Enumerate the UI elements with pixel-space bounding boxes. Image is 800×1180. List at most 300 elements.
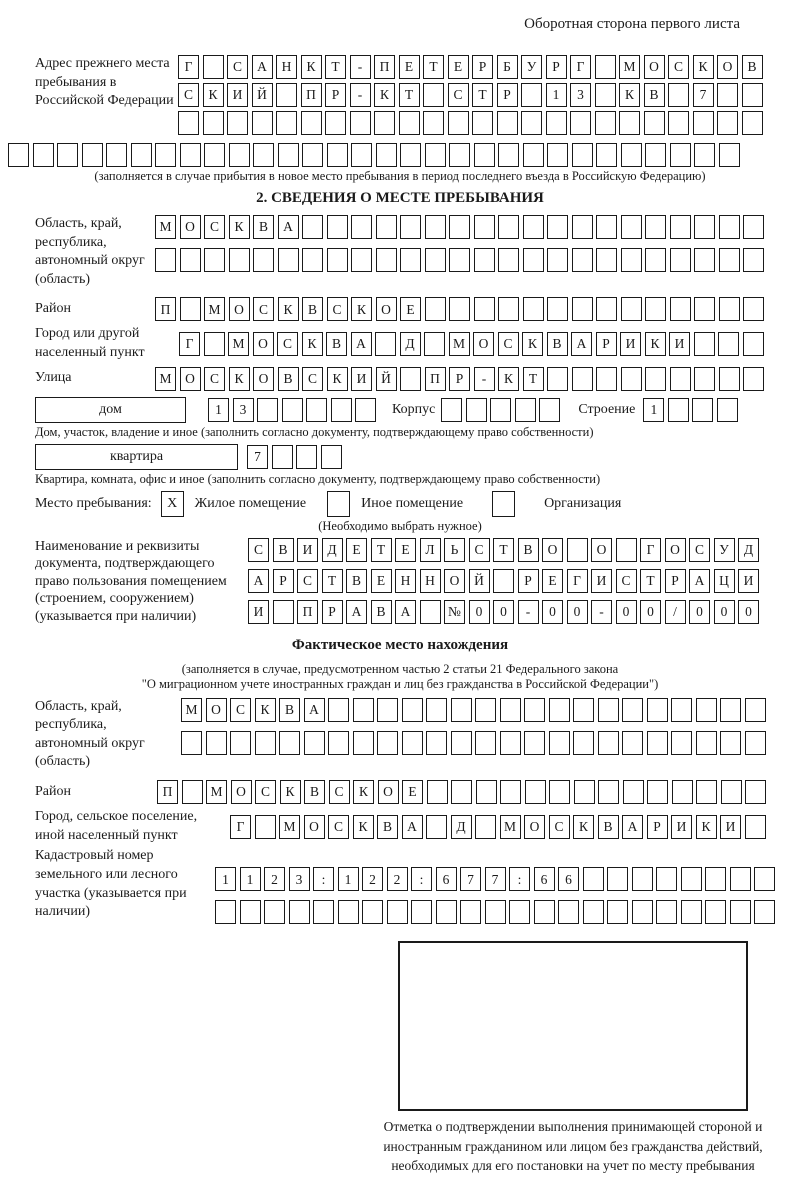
char-box[interactable] bbox=[301, 111, 322, 135]
char-box[interactable] bbox=[607, 900, 628, 924]
char-box[interactable] bbox=[420, 600, 441, 624]
char-box[interactable]: О bbox=[644, 55, 665, 79]
char-box[interactable] bbox=[423, 111, 444, 135]
char-box[interactable] bbox=[289, 900, 310, 924]
char-box[interactable] bbox=[423, 83, 444, 107]
char-box[interactable] bbox=[474, 248, 495, 272]
char-box[interactable] bbox=[474, 143, 495, 167]
char-box[interactable] bbox=[621, 248, 642, 272]
char-box[interactable]: : bbox=[313, 867, 334, 891]
char-box[interactable] bbox=[719, 297, 740, 321]
char-box[interactable]: О bbox=[180, 215, 201, 239]
char-box[interactable] bbox=[546, 111, 567, 135]
char-box[interactable] bbox=[155, 143, 176, 167]
char-box[interactable] bbox=[476, 780, 497, 804]
char-box[interactable] bbox=[328, 698, 349, 722]
char-box[interactable] bbox=[720, 731, 741, 755]
char-box[interactable] bbox=[645, 143, 666, 167]
char-box[interactable] bbox=[547, 297, 568, 321]
char-box[interactable] bbox=[622, 731, 643, 755]
char-box[interactable]: 0 bbox=[640, 600, 661, 624]
char-box[interactable]: И bbox=[720, 815, 741, 839]
char-box[interactable]: С bbox=[277, 332, 298, 356]
char-box[interactable] bbox=[500, 780, 521, 804]
char-box[interactable]: : bbox=[411, 867, 432, 891]
char-box[interactable] bbox=[509, 900, 530, 924]
char-box[interactable] bbox=[426, 731, 447, 755]
char-box[interactable]: Р bbox=[546, 55, 567, 79]
char-box[interactable] bbox=[350, 111, 371, 135]
char-box[interactable]: 1 bbox=[338, 867, 359, 891]
char-box[interactable]: К bbox=[498, 367, 519, 391]
char-box[interactable] bbox=[204, 143, 225, 167]
char-box[interactable] bbox=[351, 143, 372, 167]
char-box[interactable] bbox=[570, 111, 591, 135]
char-box[interactable]: 1 bbox=[240, 867, 261, 891]
char-box[interactable]: В bbox=[742, 55, 763, 79]
char-box[interactable] bbox=[229, 248, 250, 272]
char-box[interactable]: И bbox=[671, 815, 692, 839]
char-box[interactable]: Г bbox=[230, 815, 251, 839]
char-box[interactable]: Т bbox=[423, 55, 444, 79]
char-box[interactable]: П bbox=[425, 367, 446, 391]
char-box[interactable] bbox=[549, 780, 570, 804]
char-box[interactable] bbox=[583, 867, 604, 891]
char-box[interactable] bbox=[466, 398, 487, 422]
char-box[interactable]: В bbox=[644, 83, 665, 107]
char-box[interactable] bbox=[596, 297, 617, 321]
char-box[interactable] bbox=[400, 248, 421, 272]
char-box[interactable] bbox=[155, 248, 176, 272]
char-box[interactable]: К bbox=[302, 332, 323, 356]
char-box[interactable]: В bbox=[326, 332, 347, 356]
char-box[interactable]: 1 bbox=[546, 83, 567, 107]
char-box[interactable]: Р bbox=[322, 600, 343, 624]
char-box[interactable]: К bbox=[619, 83, 640, 107]
char-box[interactable]: И bbox=[227, 83, 248, 107]
char-box[interactable] bbox=[302, 248, 323, 272]
char-box[interactable] bbox=[227, 111, 248, 135]
char-box[interactable] bbox=[400, 143, 421, 167]
char-box[interactable]: В bbox=[377, 815, 398, 839]
char-box[interactable]: О bbox=[180, 367, 201, 391]
char-box[interactable] bbox=[327, 143, 348, 167]
char-box[interactable]: Й bbox=[376, 367, 397, 391]
char-box[interactable]: Л bbox=[420, 538, 441, 562]
char-box[interactable] bbox=[400, 367, 421, 391]
char-box[interactable]: А bbox=[395, 600, 416, 624]
char-box[interactable] bbox=[644, 111, 665, 135]
checkbox-other-premises[interactable] bbox=[327, 491, 350, 517]
char-box[interactable] bbox=[670, 248, 691, 272]
char-box[interactable]: М bbox=[619, 55, 640, 79]
char-box[interactable] bbox=[521, 83, 542, 107]
char-box[interactable] bbox=[645, 367, 666, 391]
char-box[interactable] bbox=[596, 367, 617, 391]
char-box[interactable]: К bbox=[278, 297, 299, 321]
char-box[interactable] bbox=[425, 248, 446, 272]
char-box[interactable] bbox=[485, 900, 506, 924]
char-box[interactable]: 7 bbox=[460, 867, 481, 891]
char-box[interactable] bbox=[180, 297, 201, 321]
char-box[interactable] bbox=[745, 731, 766, 755]
char-box[interactable] bbox=[694, 248, 715, 272]
char-box[interactable] bbox=[178, 111, 199, 135]
char-box[interactable]: / bbox=[665, 600, 686, 624]
char-box[interactable]: Ц bbox=[714, 569, 735, 593]
char-box[interactable] bbox=[240, 900, 261, 924]
char-box[interactable] bbox=[296, 445, 317, 469]
char-box[interactable] bbox=[524, 698, 545, 722]
char-box[interactable] bbox=[730, 900, 751, 924]
char-box[interactable] bbox=[742, 83, 763, 107]
char-box[interactable] bbox=[472, 111, 493, 135]
char-box[interactable]: И bbox=[248, 600, 269, 624]
char-box[interactable] bbox=[279, 731, 300, 755]
char-box[interactable] bbox=[719, 143, 740, 167]
char-box[interactable] bbox=[475, 815, 496, 839]
char-box[interactable] bbox=[302, 143, 323, 167]
char-box[interactable]: - bbox=[350, 55, 371, 79]
char-box[interactable] bbox=[230, 731, 251, 755]
char-box[interactable] bbox=[474, 297, 495, 321]
char-box[interactable] bbox=[745, 815, 766, 839]
char-box[interactable]: Н bbox=[276, 55, 297, 79]
char-box[interactable] bbox=[558, 900, 579, 924]
char-box[interactable] bbox=[523, 143, 544, 167]
char-box[interactable]: К bbox=[374, 83, 395, 107]
char-box[interactable] bbox=[278, 143, 299, 167]
char-box[interactable] bbox=[524, 731, 545, 755]
char-box[interactable] bbox=[257, 398, 278, 422]
char-box[interactable] bbox=[328, 731, 349, 755]
char-box[interactable] bbox=[693, 111, 714, 135]
char-box[interactable]: С bbox=[253, 297, 274, 321]
char-box[interactable] bbox=[595, 111, 616, 135]
char-box[interactable]: Т bbox=[640, 569, 661, 593]
char-box[interactable] bbox=[353, 731, 374, 755]
char-box[interactable] bbox=[623, 780, 644, 804]
char-box[interactable] bbox=[500, 698, 521, 722]
char-box[interactable] bbox=[705, 867, 726, 891]
char-box[interactable] bbox=[671, 731, 692, 755]
char-box[interactable]: 7 bbox=[693, 83, 714, 107]
char-box[interactable] bbox=[720, 698, 741, 722]
char-box[interactable] bbox=[425, 143, 446, 167]
char-box[interactable] bbox=[325, 111, 346, 135]
char-box[interactable] bbox=[253, 248, 274, 272]
char-box[interactable]: П bbox=[297, 600, 318, 624]
char-box[interactable]: 6 bbox=[558, 867, 579, 891]
char-box[interactable] bbox=[672, 780, 693, 804]
char-box[interactable]: Е bbox=[399, 55, 420, 79]
char-box[interactable]: В bbox=[273, 538, 294, 562]
char-box[interactable] bbox=[276, 83, 297, 107]
char-box[interactable] bbox=[539, 398, 560, 422]
char-box[interactable] bbox=[131, 143, 152, 167]
char-box[interactable] bbox=[705, 900, 726, 924]
char-box[interactable]: Т bbox=[472, 83, 493, 107]
char-box[interactable]: О bbox=[542, 538, 563, 562]
char-box[interactable]: Б bbox=[497, 55, 518, 79]
char-box[interactable]: С bbox=[329, 780, 350, 804]
char-box[interactable]: А bbox=[351, 332, 372, 356]
char-box[interactable]: К bbox=[229, 215, 250, 239]
char-box[interactable]: М bbox=[181, 698, 202, 722]
char-box[interactable] bbox=[719, 215, 740, 239]
char-box[interactable]: М bbox=[500, 815, 521, 839]
char-box[interactable] bbox=[743, 367, 764, 391]
char-box[interactable] bbox=[180, 143, 201, 167]
char-box[interactable] bbox=[621, 143, 642, 167]
char-box[interactable] bbox=[621, 367, 642, 391]
char-box[interactable]: 2 bbox=[264, 867, 285, 891]
char-box[interactable]: О bbox=[473, 332, 494, 356]
char-box[interactable] bbox=[449, 215, 470, 239]
char-box[interactable]: И bbox=[297, 538, 318, 562]
char-box[interactable]: И bbox=[738, 569, 759, 593]
char-box[interactable] bbox=[694, 215, 715, 239]
char-box[interactable] bbox=[497, 111, 518, 135]
char-box[interactable] bbox=[694, 367, 715, 391]
char-box[interactable] bbox=[204, 248, 225, 272]
char-box[interactable]: 2 bbox=[362, 867, 383, 891]
char-box[interactable] bbox=[632, 867, 653, 891]
char-box[interactable] bbox=[253, 143, 274, 167]
char-box[interactable] bbox=[424, 332, 445, 356]
char-box[interactable]: А bbox=[248, 569, 269, 593]
char-box[interactable]: К bbox=[353, 780, 374, 804]
char-box[interactable]: К bbox=[280, 780, 301, 804]
char-box[interactable]: 0 bbox=[738, 600, 759, 624]
char-box[interactable] bbox=[694, 332, 715, 356]
char-box[interactable] bbox=[451, 698, 472, 722]
char-box[interactable] bbox=[355, 398, 376, 422]
char-box[interactable]: К bbox=[351, 297, 372, 321]
char-box[interactable] bbox=[572, 367, 593, 391]
char-box[interactable]: О bbox=[206, 698, 227, 722]
char-box[interactable]: В bbox=[518, 538, 539, 562]
char-box[interactable] bbox=[331, 398, 352, 422]
char-box[interactable] bbox=[82, 143, 103, 167]
char-box[interactable]: 0 bbox=[567, 600, 588, 624]
char-box[interactable]: Д bbox=[451, 815, 472, 839]
char-box[interactable] bbox=[523, 248, 544, 272]
char-box[interactable] bbox=[515, 398, 536, 422]
char-box[interactable] bbox=[460, 900, 481, 924]
char-box[interactable] bbox=[8, 143, 29, 167]
char-box[interactable]: С bbox=[178, 83, 199, 107]
char-box[interactable]: К bbox=[696, 815, 717, 839]
char-box[interactable]: С bbox=[498, 332, 519, 356]
char-box[interactable]: О bbox=[524, 815, 545, 839]
char-box[interactable] bbox=[498, 143, 519, 167]
char-box[interactable] bbox=[282, 398, 303, 422]
char-box[interactable] bbox=[742, 111, 763, 135]
char-box[interactable] bbox=[180, 248, 201, 272]
char-box[interactable]: И bbox=[591, 569, 612, 593]
char-box[interactable]: Д bbox=[400, 332, 421, 356]
char-box[interactable]: О bbox=[444, 569, 465, 593]
char-box[interactable]: А bbox=[571, 332, 592, 356]
char-box[interactable]: 0 bbox=[689, 600, 710, 624]
char-box[interactable] bbox=[215, 900, 236, 924]
char-box[interactable]: В bbox=[302, 297, 323, 321]
char-box[interactable]: - bbox=[474, 367, 495, 391]
char-box[interactable]: С bbox=[255, 780, 276, 804]
char-box[interactable] bbox=[425, 215, 446, 239]
char-box[interactable]: К bbox=[645, 332, 666, 356]
char-box[interactable] bbox=[353, 698, 374, 722]
char-box[interactable]: Г bbox=[570, 55, 591, 79]
char-box[interactable] bbox=[106, 143, 127, 167]
char-box[interactable]: М bbox=[206, 780, 227, 804]
char-box[interactable]: Ь bbox=[444, 538, 465, 562]
char-box[interactable]: С bbox=[230, 698, 251, 722]
char-box[interactable] bbox=[255, 815, 276, 839]
char-box[interactable]: 6 bbox=[534, 867, 555, 891]
char-box[interactable] bbox=[377, 731, 398, 755]
char-box[interactable]: Р bbox=[497, 83, 518, 107]
char-box[interactable] bbox=[717, 83, 738, 107]
char-box[interactable] bbox=[436, 900, 457, 924]
char-box[interactable] bbox=[387, 900, 408, 924]
char-box[interactable]: Е bbox=[448, 55, 469, 79]
char-box[interactable] bbox=[490, 398, 511, 422]
char-box[interactable]: Е bbox=[371, 569, 392, 593]
char-box[interactable] bbox=[498, 215, 519, 239]
char-box[interactable] bbox=[304, 731, 325, 755]
house-fieldbox[interactable]: дом bbox=[35, 397, 186, 423]
char-box[interactable]: Р bbox=[596, 332, 617, 356]
char-box[interactable]: О bbox=[378, 780, 399, 804]
char-box[interactable]: 0 bbox=[542, 600, 563, 624]
char-box[interactable] bbox=[327, 248, 348, 272]
char-box[interactable]: С bbox=[204, 215, 225, 239]
char-box[interactable] bbox=[730, 867, 751, 891]
char-box[interactable]: Т bbox=[493, 538, 514, 562]
char-box[interactable]: С bbox=[302, 367, 323, 391]
char-box[interactable] bbox=[203, 55, 224, 79]
char-box[interactable]: А bbox=[252, 55, 273, 79]
char-box[interactable]: С bbox=[227, 55, 248, 79]
char-box[interactable]: К bbox=[203, 83, 224, 107]
char-box[interactable] bbox=[376, 248, 397, 272]
char-box[interactable]: : bbox=[509, 867, 530, 891]
char-box[interactable] bbox=[607, 867, 628, 891]
char-box[interactable]: М bbox=[155, 367, 176, 391]
char-box[interactable] bbox=[670, 297, 691, 321]
char-box[interactable]: Р bbox=[647, 815, 668, 839]
char-box[interactable] bbox=[278, 248, 299, 272]
char-box[interactable] bbox=[681, 900, 702, 924]
char-box[interactable]: О bbox=[231, 780, 252, 804]
char-box[interactable]: С bbox=[689, 538, 710, 562]
char-box[interactable]: В bbox=[371, 600, 392, 624]
char-box[interactable]: - bbox=[518, 600, 539, 624]
char-box[interactable]: К bbox=[353, 815, 374, 839]
char-box[interactable] bbox=[656, 867, 677, 891]
char-box[interactable] bbox=[206, 731, 227, 755]
char-box[interactable] bbox=[351, 248, 372, 272]
char-box[interactable] bbox=[252, 111, 273, 135]
char-box[interactable] bbox=[621, 297, 642, 321]
char-box[interactable] bbox=[204, 332, 225, 356]
char-box[interactable] bbox=[696, 731, 717, 755]
char-box[interactable] bbox=[681, 867, 702, 891]
char-box[interactable] bbox=[754, 900, 775, 924]
char-box[interactable]: С bbox=[549, 815, 570, 839]
char-box[interactable]: В bbox=[304, 780, 325, 804]
char-box[interactable] bbox=[718, 332, 739, 356]
char-box[interactable]: Е bbox=[400, 297, 421, 321]
char-box[interactable] bbox=[595, 83, 616, 107]
char-box[interactable] bbox=[622, 698, 643, 722]
char-box[interactable]: 0 bbox=[616, 600, 637, 624]
char-box[interactable] bbox=[425, 297, 446, 321]
char-box[interactable] bbox=[534, 900, 555, 924]
char-box[interactable]: С bbox=[668, 55, 689, 79]
char-box[interactable]: О bbox=[376, 297, 397, 321]
char-box[interactable]: У bbox=[714, 538, 735, 562]
char-box[interactable]: К bbox=[573, 815, 594, 839]
char-box[interactable]: 1 bbox=[208, 398, 229, 422]
char-box[interactable] bbox=[376, 143, 397, 167]
char-box[interactable]: 7 bbox=[247, 445, 268, 469]
char-box[interactable] bbox=[719, 367, 740, 391]
char-box[interactable]: П bbox=[374, 55, 395, 79]
char-box[interactable]: К bbox=[693, 55, 714, 79]
char-box[interactable]: К bbox=[255, 698, 276, 722]
char-box[interactable] bbox=[33, 143, 54, 167]
char-box[interactable]: А bbox=[346, 600, 367, 624]
char-box[interactable] bbox=[500, 731, 521, 755]
char-box[interactable]: О bbox=[665, 538, 686, 562]
char-box[interactable] bbox=[375, 332, 396, 356]
char-box[interactable] bbox=[632, 900, 653, 924]
char-box[interactable]: Д bbox=[322, 538, 343, 562]
char-box[interactable] bbox=[523, 215, 544, 239]
char-box[interactable]: Й bbox=[252, 83, 273, 107]
char-box[interactable] bbox=[547, 367, 568, 391]
char-box[interactable]: В bbox=[278, 367, 299, 391]
char-box[interactable] bbox=[302, 215, 323, 239]
char-box[interactable] bbox=[583, 900, 604, 924]
char-box[interactable] bbox=[694, 297, 715, 321]
char-box[interactable] bbox=[574, 780, 595, 804]
char-box[interactable]: Р bbox=[449, 367, 470, 391]
char-box[interactable] bbox=[229, 143, 250, 167]
char-box[interactable]: В bbox=[253, 215, 274, 239]
char-box[interactable] bbox=[596, 248, 617, 272]
char-box[interactable] bbox=[743, 332, 764, 356]
char-box[interactable] bbox=[696, 780, 717, 804]
char-box[interactable] bbox=[572, 248, 593, 272]
char-box[interactable]: 0 bbox=[493, 600, 514, 624]
char-box[interactable]: Р bbox=[665, 569, 686, 593]
char-box[interactable] bbox=[668, 398, 689, 422]
char-box[interactable]: М bbox=[228, 332, 249, 356]
char-box[interactable] bbox=[377, 698, 398, 722]
char-box[interactable] bbox=[255, 731, 276, 755]
char-box[interactable] bbox=[598, 731, 619, 755]
char-box[interactable]: С bbox=[204, 367, 225, 391]
char-box[interactable] bbox=[598, 780, 619, 804]
char-box[interactable] bbox=[449, 248, 470, 272]
char-box[interactable] bbox=[743, 297, 764, 321]
char-box[interactable] bbox=[441, 398, 462, 422]
char-box[interactable]: К bbox=[229, 367, 250, 391]
